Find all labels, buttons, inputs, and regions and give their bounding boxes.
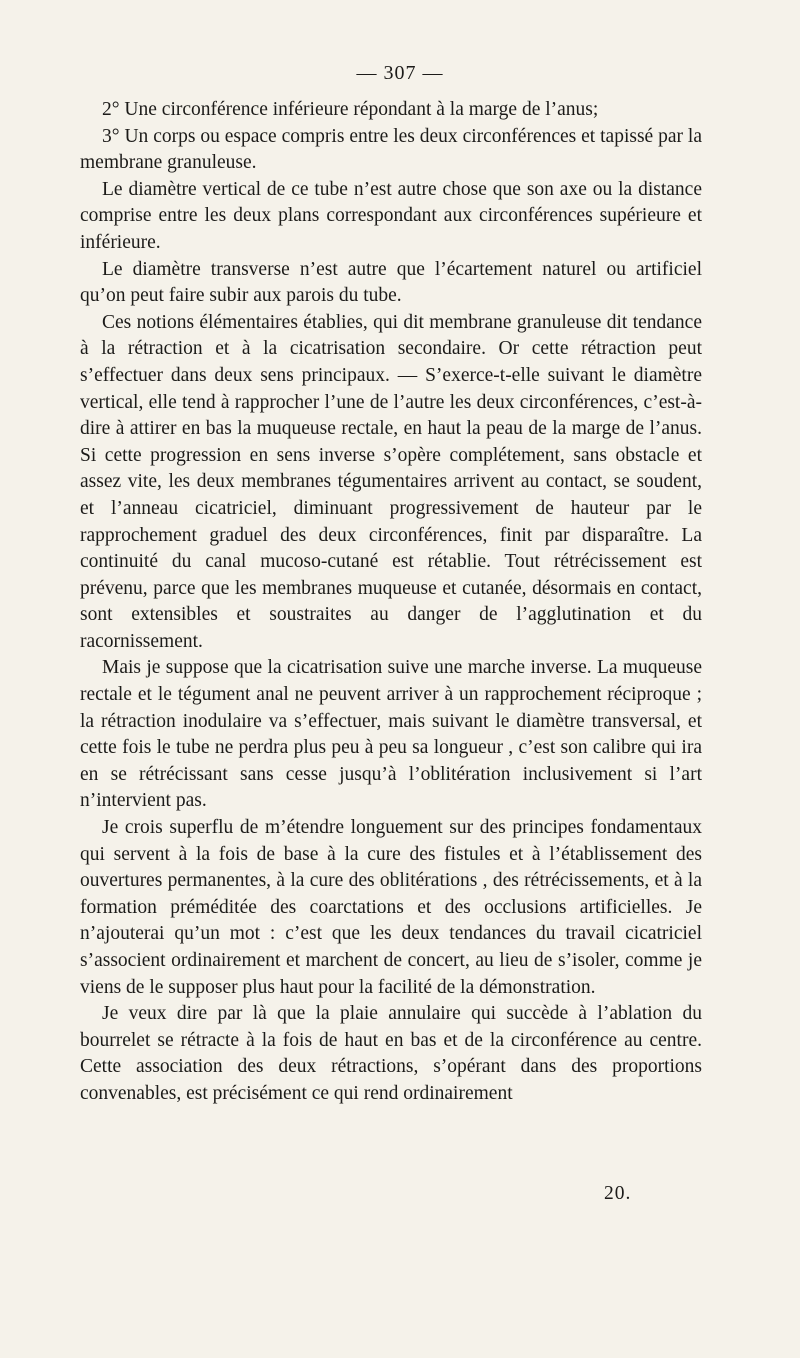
paragraph: 2° Une circonférence inférieure répondant à la marge de l’anus; (102, 99, 599, 120)
paragraph: Le diamètre transverse n’est autre que l’écartement naturel ou artificiel qu’on peut faire subir aux parois du tube. (80, 258, 702, 307)
page-number: — 307 — (356, 62, 444, 84)
paragraph: 3° Un corps ou espace compris entre les deux circonférences et tapissé par la membrane granuleuse. (80, 125, 702, 174)
paragraph: Je crois superflu de m’étendre longuement sur des principes fondamentaux qui servent à la fois de base à la cure des fistules et à l’établissement des ouvertures permanentes, à la cure des oblitérations , des rétrécissements, et à la formation préméditée des coarctations et des occlusions artificielles. Je n’ajouterai qu’un mot : c’est que les deux tendances du travail cicatriciel s’associent ordinairement et marchent de concert, au lieu de s’isoler, comme je viens de le supposer plus haut pour la facilité de la démonstration. (80, 817, 702, 998)
paragraph: Je veux dire par là que la plaie annulaire qui succède à l’ablation du bourrelet se rétracte à la fois de haut en bas et de la circonférence au centre. Cette association des deux rétractions, s’opérant dans des proportions convenables, est précisément ce qui rend ordinairement (80, 1003, 702, 1104)
paragraph: Ces notions élémentaires établies, qui dit membrane granuleuse dit tendance à la rétraction et à la cicatrisation secondaire. Or cette rétraction peut s’effectuer dans deux sens principaux. — S’exerce-t-elle suivant le diamètre vertical, elle tend à rapprocher l’une de l’autre les deux circonférences, c’est-à-dire à attirer en bas la muqueuse rectale, en haut la peau de la marge de l’anus. Si cette progression en sens inverse s’opère complétement, sans obstacle et assez vite, les deux membranes tégumentaires arrivent au contact, se soudent, et l’anneau cicatriciel, diminuant progressivement de hauteur par le rapprochement graduel des deux circonférences, finit par disparaître. La continuité du canal mucoso-cutané est rétablie. Tout rétrécissement est prévenu, parce que les membranes muqueuse et cutanée, désormais en contact, sont extensibles et soustraites au danger de l’agglutination et du racornissement. (80, 311, 702, 652)
paragraph: Le diamètre vertical de ce tube n’est autre chose que son axe ou la distance comprise entre les deux plans correspondant aux circonférences supérieure et inférieure. (80, 178, 702, 253)
printer-signature-mark: 20. (604, 1183, 632, 1204)
page-body (80, 97, 702, 1108)
paragraph: Mais je suppose que la cicatrisation suive une marche inverse. La muqueuse rectale et le tégument anal ne peuvent arriver à un rapprochement réciproque ; la rétraction inodulaire va s’effectuer, mais suivant le diamètre transversal, et cette fois le tube ne perdra plus peu à peu sa longueur , c’est son calibre qui ira en se rétrécissant sans cesse jusqu’à l’oblitération inclusivement si l’art n’intervient pas. (80, 657, 702, 812)
